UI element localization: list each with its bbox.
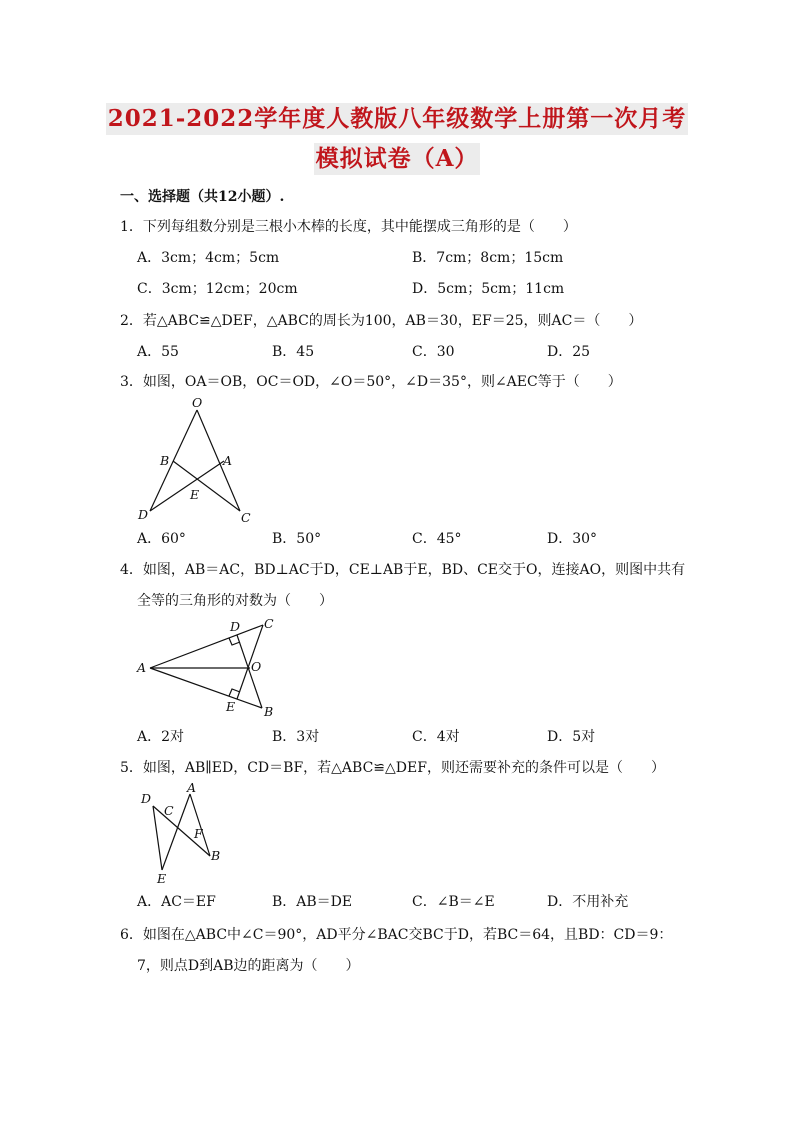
question-1-option-d: D．5cm；5cm；11cm — [412, 281, 565, 297]
q5-label-b: B — [211, 848, 221, 863]
question-6-stem-line-1: 6．如图在△ABC中∠C＝90°，AD平分∠BAC交BC于D，若BC＝64，且BD：CD＝9： — [120, 927, 673, 943]
question-3-option-d: D．30° — [547, 531, 598, 547]
q5-label-f: F — [194, 826, 203, 841]
question-2-option-d: D．25 — [547, 344, 591, 360]
question-2-option-b: B．45 — [272, 344, 315, 360]
question-5-option-a: A．AC＝EF — [137, 894, 216, 910]
question-4-option-c: C．4对 — [412, 729, 460, 745]
question-3-option-b: B．50° — [272, 531, 322, 547]
question-2-option-c: C．30 — [412, 344, 455, 360]
q5-label-d: D — [141, 791, 152, 806]
question-4-stem-line-2: 全等的三角形的对数为（ ） — [137, 593, 333, 609]
question-4-option-a: A．2对 — [137, 729, 185, 745]
title-line-1-wrap — [0, 103, 794, 135]
question-3-option-a: A．60° — [137, 531, 186, 547]
question-1-option-b: B．7cm；8cm；15cm — [412, 250, 564, 266]
question-1-option-c: C．3cm；12cm；20cm — [137, 281, 298, 297]
section-heading: 一、选择题（共12小题）. — [120, 189, 285, 205]
question-4-stem-line-1: 4．如图，AB＝AC，BD⊥AC于D，CE⊥AB于E，BD、CE交于O，连接AO，则图中共有 — [120, 562, 686, 578]
q4-label-e: E — [226, 699, 236, 714]
q3-label-o: O — [192, 395, 203, 410]
title-line-2-wrap — [0, 143, 794, 175]
question-6-stem-line-2: 7，则点D到AB边的距离为（ ） — [137, 958, 360, 974]
q3-label-e: E — [190, 487, 200, 502]
document-title-line-1: 2021-2022学年度人教版八年级数学上册第一次月考 — [106, 103, 689, 135]
document-title-line-2: 模拟试卷（A） — [314, 143, 481, 175]
q3-label-a: A — [223, 453, 233, 468]
question-5-figure — [135, 780, 235, 890]
question-2-stem: 2．若△ABC≌△DEF，△ABC的周长为100，AB＝30，EF＝25，则AC＝（ ） — [120, 313, 643, 329]
question-1-stem: 1．下列每组数分别是三根小木棒的长度，其中能摆成三角形的是（ ） — [120, 219, 577, 235]
q5-segment-de — [153, 806, 162, 870]
q3-label-d: D — [138, 507, 149, 522]
q5-label-a: A — [187, 780, 197, 795]
q5-label-c: C — [164, 803, 174, 818]
question-4-option-d: D．5对 — [547, 729, 596, 745]
question-5-option-c: C．∠B＝∠E — [412, 894, 495, 910]
q5-label-e: E — [157, 871, 167, 886]
q3-label-c: C — [241, 510, 251, 525]
q3-label-b: B — [160, 453, 170, 468]
q4-label-a: A — [137, 660, 147, 675]
question-5-option-b: B．AB＝DE — [272, 894, 353, 910]
question-5-stem: 5．如图，AB∥ED，CD＝BF，若△ABC≌△DEF，则还需要补充的条件可以是（ ） — [120, 760, 665, 776]
q4-label-d: D — [230, 619, 241, 634]
question-3-option-c: C．45° — [412, 531, 462, 547]
q4-label-b: B — [264, 704, 274, 719]
q4-label-c: C — [264, 616, 274, 631]
question-2-option-a: A．55 — [137, 344, 179, 360]
question-5-option-d: D．不用补充 — [547, 894, 629, 910]
q3-segment-oc — [197, 410, 240, 511]
question-1-option-a: A．3cm；4cm；5cm — [137, 250, 280, 266]
question-4-option-b: B．3对 — [272, 729, 320, 745]
question-3-figure — [130, 393, 260, 528]
q4-label-o: O — [251, 659, 262, 674]
question-3-stem: 3．如图，OA＝OB，OC＝OD，∠O＝50°，∠D＝35°，则∠AEC等于（ ） — [120, 374, 622, 390]
question-4-figure — [130, 613, 290, 723]
